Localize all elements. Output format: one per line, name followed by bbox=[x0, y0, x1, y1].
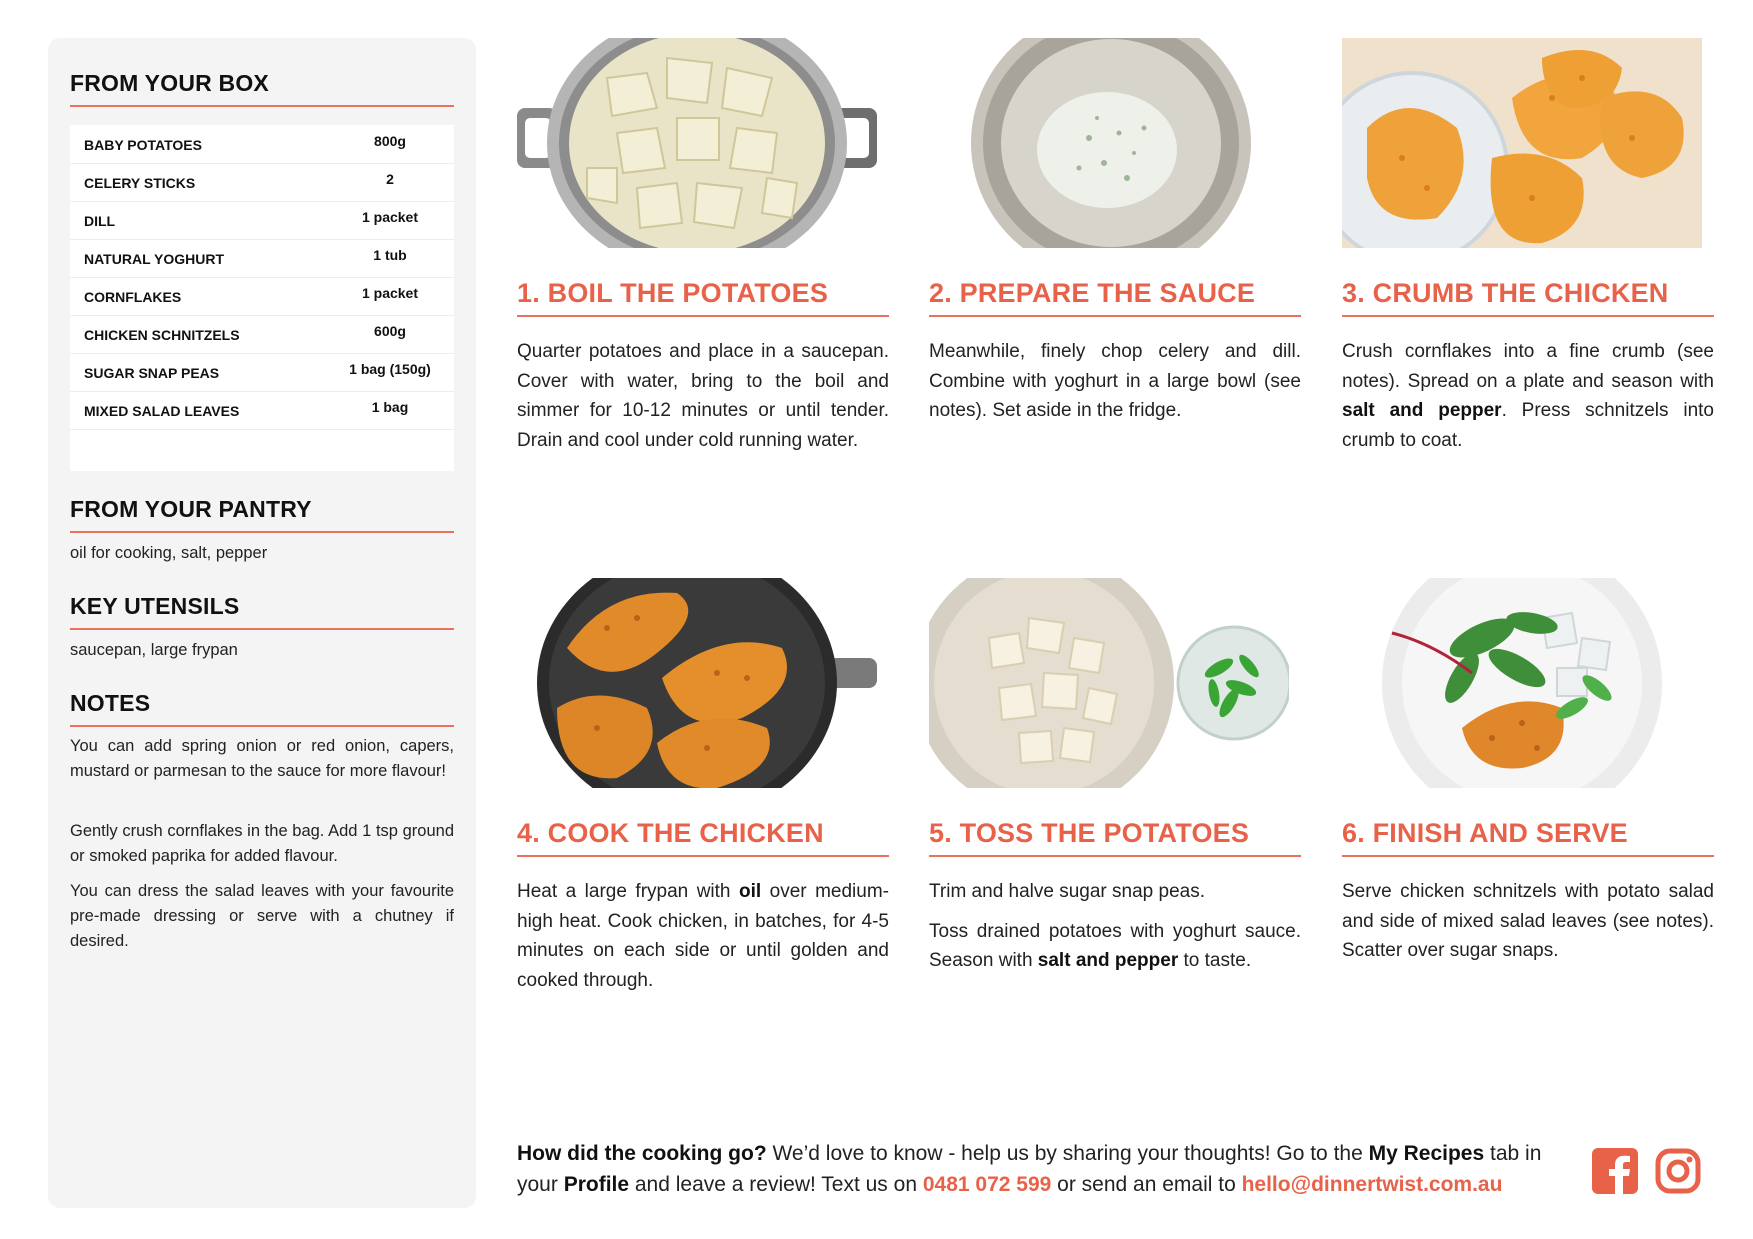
from-your-pantry-heading: FROM YOUR PANTRY bbox=[70, 496, 454, 533]
footer-text: We’d love to know - help us by sharing your thoughts! Go to the bbox=[766, 1142, 1369, 1165]
my-recipes-label: My Recipes bbox=[1368, 1142, 1485, 1165]
pantry-text: oil for cooking, salt, pepper bbox=[70, 544, 268, 562]
step-paragraph bbox=[517, 877, 889, 995]
ingredient-name: CHICKEN SCHNITZELS bbox=[84, 327, 240, 343]
table-row bbox=[70, 125, 454, 164]
step-5-text bbox=[929, 877, 1301, 986]
feedback-footer bbox=[517, 1138, 1577, 1200]
utensils-text: saucepan, large frypan bbox=[70, 641, 238, 659]
step-text-run: Meanwhile, finely chop celery and dill. Combine with yoghurt in a large bowl (see notes). Set aside in the fridge. bbox=[929, 341, 1301, 421]
key-utensils-heading: KEY UTENSILS bbox=[70, 593, 454, 630]
crumbed-chicken-photo bbox=[1342, 38, 1702, 248]
facebook-icon[interactable] bbox=[1592, 1148, 1638, 1194]
step-text-run: over medium-high heat. Cook chicken, in batches, for 4-5 minutes on each side or until golden and cooked through. bbox=[517, 881, 889, 991]
step-5-title: 5. TOSS THE POTATOES bbox=[929, 818, 1301, 857]
step-text-run: . Press schnitzels into crumb to coat. bbox=[1342, 400, 1714, 451]
ingredient-qty: 1 tub bbox=[373, 247, 407, 263]
email-link[interactable]: hello@dinnertwist.com.au bbox=[1241, 1173, 1503, 1196]
step-paragraph bbox=[929, 877, 1301, 907]
ingredient-name: DILL bbox=[84, 213, 116, 229]
ingredients-table bbox=[70, 125, 454, 471]
note-paragraph: You can add spring onion or red onion, capers, mustard or parmesan to the sauce for more flavour! bbox=[70, 737, 454, 780]
ingredient-qty: 1 packet bbox=[361, 285, 419, 301]
ingredient-name: NATURAL YOGHURT bbox=[84, 251, 224, 267]
table-row bbox=[70, 315, 454, 354]
step-6-text bbox=[1342, 877, 1714, 976]
step-text-bold: oil bbox=[738, 881, 762, 902]
ingredient-name: CORNFLAKES bbox=[84, 289, 182, 305]
step-text-bold: salt and pepper bbox=[1037, 950, 1179, 971]
notes-heading: NOTES bbox=[70, 690, 454, 727]
step-text-bold: salt and pepper bbox=[1342, 400, 1502, 421]
table-row bbox=[70, 353, 454, 392]
footer-text: and leave a review! Text us on bbox=[629, 1173, 923, 1196]
ingredients-sidebar bbox=[48, 38, 476, 1208]
table-row bbox=[70, 391, 454, 430]
step-3-title: 3. CRUMB THE CHICKEN bbox=[1342, 278, 1714, 317]
step-2-text bbox=[929, 337, 1301, 436]
potato-salad-bowl-photo bbox=[929, 578, 1289, 788]
saucepan-potatoes-photo bbox=[517, 38, 877, 248]
step-4-title: 4. COOK THE CHICKEN bbox=[517, 818, 889, 857]
profile-label: Profile bbox=[563, 1173, 630, 1196]
ingredient-qty: 1 bag (150g) bbox=[349, 361, 431, 377]
frypan-chicken-photo bbox=[517, 578, 877, 788]
step-text-run: Heat a large frypan with bbox=[517, 881, 739, 902]
step-text-run: Toss drained potatoes with yoghurt sauce. Season with bbox=[929, 920, 1301, 971]
step-1-text bbox=[517, 337, 889, 465]
step-1-title: 1. BOIL THE POTATOES bbox=[517, 278, 889, 317]
footer-text: or send an email to bbox=[1051, 1173, 1242, 1196]
ingredient-name: SUGAR SNAP PEAS bbox=[84, 365, 220, 381]
step-paragraph bbox=[517, 337, 889, 455]
step-text-run: Quarter potatoes and place in a saucepan. Cover with water, bring to the boil and simmer for 10-12 minutes or until tender. Drain and cool under cold running water. bbox=[517, 341, 889, 451]
step-text-run: to taste. bbox=[1178, 950, 1252, 971]
step-3-text bbox=[1342, 337, 1714, 465]
note-paragraph: You can dress the salad leaves with your favourite pre-made dressing or serve with a chutney if desired. bbox=[70, 882, 454, 950]
table-row bbox=[70, 277, 454, 316]
instagram-icon[interactable] bbox=[1655, 1148, 1701, 1194]
phone-link[interactable]: 0481 072 599 bbox=[922, 1173, 1052, 1196]
step-6-title: 6. FINISH AND SERVE bbox=[1342, 818, 1714, 857]
footer-question: How did the cooking go? bbox=[517, 1142, 767, 1165]
plated-schnitzel-photo bbox=[1342, 578, 1702, 788]
ingredient-qty: 600g bbox=[374, 323, 406, 339]
step-paragraph bbox=[1342, 877, 1714, 966]
ingredient-name: CELERY STICKS bbox=[84, 175, 196, 191]
ingredient-qty: 1 packet bbox=[361, 209, 419, 225]
ingredient-qty: 2 bbox=[386, 171, 394, 187]
footer-text: tab in your bbox=[517, 1142, 1542, 1196]
ingredient-name: MIXED SALAD LEAVES bbox=[84, 403, 240, 419]
from-your-box-heading: FROM YOUR BOX bbox=[70, 70, 454, 107]
note-paragraph: Gently crush cornflakes in the bag. Add 1 tsp ground or smoked paprika for added flavour. bbox=[70, 822, 454, 865]
step-paragraph bbox=[929, 917, 1301, 976]
yoghurt-bowl-photo bbox=[929, 38, 1289, 248]
step-paragraph bbox=[929, 337, 1301, 426]
step-paragraph bbox=[1342, 337, 1714, 455]
table-row bbox=[70, 201, 454, 240]
ingredient-qty: 1 bag bbox=[371, 399, 409, 415]
step-2-title: 2. PREPARE THE SAUCE bbox=[929, 278, 1301, 317]
step-text-run: Trim and halve sugar snap peas. bbox=[929, 881, 1206, 902]
table-row bbox=[70, 239, 454, 278]
step-text-run: Serve chicken schnitzels with potato salad and side of mixed salad leaves (see notes). Scatter over sugar snaps. bbox=[1342, 881, 1714, 961]
step-text-run: Crush cornflakes into a fine crumb (see notes). Spread on a plate and season with bbox=[1342, 341, 1714, 392]
table-row bbox=[70, 163, 454, 202]
ingredient-qty: 800g bbox=[374, 133, 406, 149]
ingredient-name: BABY POTATOES bbox=[84, 137, 202, 153]
step-4-text bbox=[517, 877, 889, 1005]
